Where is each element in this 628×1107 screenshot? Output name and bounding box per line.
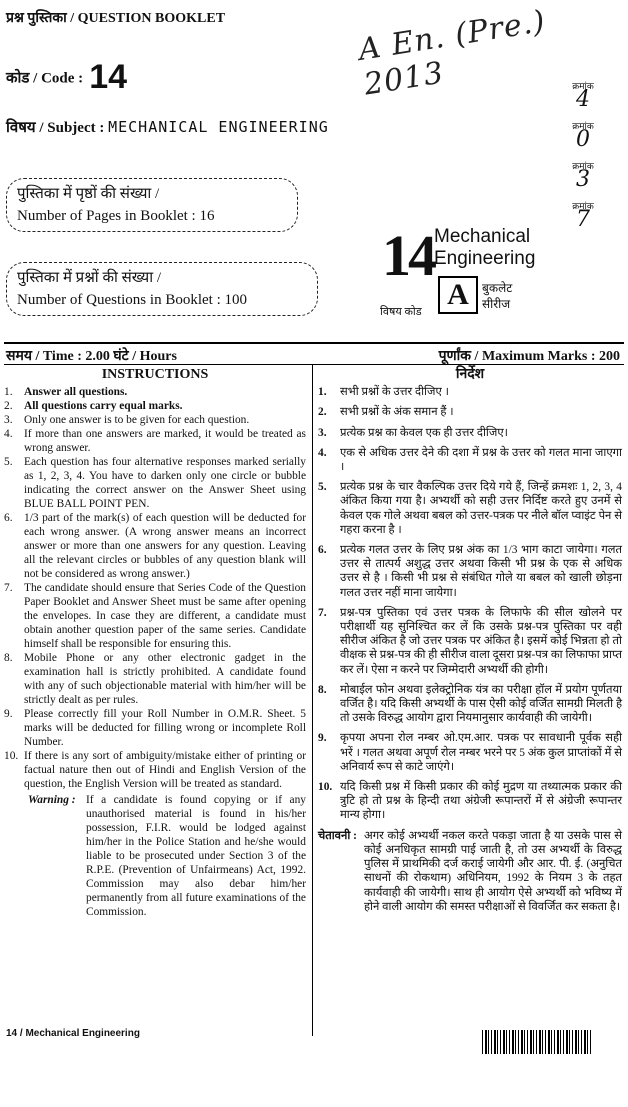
warning-text: If a candidate is found copying or if any unauthorised material is found in his/her possession, F.I.R. would be lodged against him/her in the Police Station and he/she would liable to be prosecuted under Section 3 of the R.P.E. (Prevention of Unfairmeans) Act, 1992. Commission may also debar him/her permanently from all future examinations of the Commission.: [86, 794, 306, 918]
instructions-english: [4, 368, 306, 919]
warning-label: Warning :: [28, 794, 76, 806]
instruction-item: 5. प्रत्येक प्रश्न के चार वैकल्पिक उत्तर दिये गये हैं, जिन्हें क्रमशः 1, 2, 3, 4 अंकित किया गया है। अभ्यर्थी को सही उत्तर निर्दिष्ट करते हुए उनमें से केवल एक गोले अथवा बबल को उत्तर-पत्रक पर नीले बॉल प्वाइंट पेन से गहरा करना है ।: [318, 481, 622, 536]
subject-value: MECHANICAL ENGINEERING: [108, 118, 329, 136]
instruction-text: कृपया अपना रोल नम्बर ओ.एम.आर. पत्रक पर सावधानी पूर्वक सही भरें । गलत अथवा अपूर्ण रोल नम्बर भरने पर 5 अंक कुल प्राप्तांकों में से अनिवार्य रूप से काटे जाएंगे।: [340, 732, 622, 773]
instruction-text: 1/3 part of the mark(s) of each question will be deducted for each wrong answer. (A wrong answer means an incorrect answer or more than one answers for any question. Leaving all the relevant circles or bubbles of any question blank will not be considered as wrong answer.): [24, 512, 306, 580]
subject-code-label: विषय कोड: [380, 306, 422, 318]
instruction-item: 10. यदि किसी प्रश्न में किसी प्रकार की कोई मुद्रण या तथ्यात्मक प्रकार की त्रुटि हो तो प्रश्न के हिन्दी तथा अंग्रेजी रूपान्तरों में से अंग्रेजी रूपान्तर मान्य होगा।: [318, 781, 622, 822]
divider: [4, 364, 624, 365]
side-label: क्रमांक: [572, 161, 594, 171]
instruction-item: 4. एक से अधिक उत्तर देने की दशा में प्रश्न के उत्तर को गलत माना जाएगा ।: [318, 446, 622, 474]
instruction-item: 6. प्रत्येक गलत उत्तर के लिए प्रश्न अंक का 1/3 भाग काटा जायेगा। गलत उत्तर से तात्पर्य अशुद्ध उत्तर अथवा किसी भी प्रश्न के एक से अधिक उत्तर से है । किसी भी प्रश्न से संबंधित गोले या बबल को खाली छोड़ना गलत उत्तर नहीं माना जायेगा।: [318, 544, 622, 599]
subject-tag-line2: Engineering: [434, 248, 536, 269]
instruction-text: प्रत्येक प्रश्न का केवल एक ही उत्तर दीजिए।: [340, 426, 508, 439]
side-label: क्रमांक: [572, 201, 594, 211]
code-value: 14: [89, 58, 128, 96]
instruction-text: The candidate should ensure that Series Code of the Question Paper Booklet and Answer Sheet must be same after opening the envelopes. In case they are different, a candidate must obtain another question paper of the same series. Candidate himself shall be responsible for ensuring this.: [24, 582, 306, 650]
instruction-text: Answer all questions.: [24, 386, 128, 398]
instruction-item: 3. Only one answer is to be given for each question.: [4, 413, 306, 427]
side-serial-number: [568, 80, 598, 240]
questions-label-hindi: पुस्तिका में प्रश्नों की संख्या /: [17, 270, 162, 286]
instructions-title: INSTRUCTIONS: [101, 367, 209, 382]
instruction-item: 7. प्रश्न-पत्र पुस्तिका एवं उत्तर पत्रक के लिफाफे की सील खोलने पर परीक्षार्थी यह सुनिश्चित कर लें कि उसके प्रश्न-पत्र पुस्तिका पर वही सीरीज अंकित है जो उत्तर पत्रक पर अंकित है। इसमें कोई भिन्नता हो तो वीक्षक से प्रश्न-पत्र की ही सीरीज वाला दूसरा प्रश्न-पत्र का लिफाफा प्राप्त कर लें। ऐसा न करने पर जिम्मेदारी अभ्यर्थी की होगी।: [318, 606, 622, 676]
subject-label: विषय / Subject :: [6, 120, 105, 136]
divider: [4, 342, 624, 344]
instruction-text: All questions carry equal marks.: [24, 400, 183, 412]
time-allowed: समय / Time : 2.00 घंटे / Hours: [6, 349, 177, 364]
instruction-text: प्रश्न-पत्र पुस्तिका एवं उत्तर पत्रक के लिफाफे की सील खोलने पर परीक्षार्थी यह सुनिश्चित कर लें कि उसके प्रश्न-पत्र पुस्तिका पर वही सीरीज अंकित है जो उत्तर पत्रक पर अंकित है। इसमें कोई भिन्नता हो तो वीक्षक से प्रश्न-पत्र की ही सीरीज वाला दूसरा प्रश्न-पत्र का लिफाफा प्राप्त कर लें। ऐसा न करने पर जिम्मेदारी अभ्यर्थी की होगी।: [340, 606, 622, 676]
instruction-item: 1. Answer all questions.: [4, 385, 306, 399]
booklet-title: प्रश्न पुस्तिका / QUESTION BOOKLET: [6, 11, 226, 26]
instruction-text: If more than one answers are marked, it would be treated as wrong answer.: [24, 428, 306, 454]
code-row: [6, 58, 127, 97]
series-label: [482, 280, 512, 312]
instruction-text: Mobile Phone or any other electronic gadget in the examination hall is strictly prohibited. A candidate found with any of such objectionable material with him/her will be strictly dealt as per rules.: [24, 652, 306, 706]
instruction-item: 8. Mobile Phone or any other electronic gadget in the examination hall is strictly prohibited. A candidate found with any of such objectionable material with him/her will be strictly dealt as per rules.: [4, 652, 306, 706]
instructions-hindi: [318, 368, 622, 914]
side-digit: 0: [576, 127, 590, 152]
warning-block-hindi: [318, 829, 622, 914]
side-label: क्रमांक: [572, 121, 594, 131]
side-label: क्रमांक: [572, 81, 594, 91]
series-label-1: बुकलेट: [482, 281, 513, 295]
warning-label-hindi: चेतावनी :: [318, 829, 357, 842]
questions-label-english: Number of Questions in Booklet : 100: [17, 292, 247, 308]
instruction-item: 5. Each question has four alternative responses marked serially as 1, 2, 3, 4. You have to darken only one circle or bubble indicating the correct answer on the Answer Sheet using BLUE BALL POINT PEN.: [4, 456, 306, 510]
instruction-text: एक से अधिक उत्तर देने की दशा में प्रश्न के उत्तर को गलत माना जाएगा ।: [340, 446, 622, 474]
code-label: कोड / Code :: [6, 70, 84, 87]
subject-row: [6, 117, 329, 137]
warning-text-hindi: अगर कोई अभ्यर्थी नकल करते पकड़ा जाता है या उसके पास से कोई अनधिकृत सामग्री पाई जाती है, तो उस अभ्यर्थी के विरुद्ध पुलिस में प्राथमिकी दर्ज कराई जायेगी और आर. पी. ई. (अनुचित साधनों की रोकथाम) अधिनियम, 1992 के नियम 3 के तहत कार्यवाही की जायेगी। साथ ही आयोग ऐसे अभ्यर्थी को भविष्य में होने वाली आयोग की समस्त परीक्षाओं से विवर्जित कर सकता है।: [364, 829, 622, 913]
instruction-item: 9. Please correctly fill your Roll Number in O.M.R. Sheet. 5 marks will be deducted for filling wrong or incomplete Roll Number.: [4, 708, 306, 748]
subject-tag: [434, 226, 535, 270]
side-digit: 7: [576, 207, 590, 232]
instruction-item: 4. If more than one answers are marked, it would be treated as wrong answer.: [4, 428, 306, 454]
column-divider: [312, 364, 313, 1036]
side-digit: 4: [576, 87, 590, 112]
series-badge: A: [438, 276, 478, 314]
instruction-text: Only one answer is to be given for each question.: [24, 414, 250, 426]
instruction-text: Each question has four alternative responses marked serially as 1, 2, 3, 4. You have to darken only one circle or bubble indicating the correct answer on the Answer Sheet using BLUE BALL POINT PEN.: [24, 456, 306, 510]
instruction-item: 10. If there is any sort of ambiguity/mistake either of printing or factual nature then out of Hindi and English Version of the question, the English Version will be treated as standard.: [4, 750, 306, 790]
instruction-text: सभी प्रश्नों के उत्तर दीजिए ।: [340, 386, 449, 399]
side-digit: 3: [576, 167, 590, 192]
instruction-item: 6. 1/3 part of the mark(s) of each question will be deducted for each wrong answer. (A wrong answer means an incorrect answer or more than one answers for any question. Leaving all the relevant circles or bubbles of any question blank will not be considered as wrong answer.): [4, 512, 306, 580]
instruction-text: प्रत्येक प्रश्न के चार वैकल्पिक उत्तर दिये गये हैं, जिन्हें क्रमशः 1, 2, 3, 4 अंकित किया गया है। अभ्यर्थी को सही उत्तर निर्दिष्ट करते हुए उनमें से केवल एक गोले अथवा बबल को उत्तर-पत्रक पर नीले बॉल प्वाइंट पेन से गहरा करना है ।: [340, 481, 622, 536]
instruction-text: यदि किसी प्रश्न में किसी प्रकार की कोई मुद्रण या तथ्यात्मक प्रकार की त्रुटि हो तो प्रश्न के हिन्दी तथा अंग्रेजी रूपान्तरों में से अंग्रेजी रूपान्तर मान्य होगा।: [340, 781, 622, 822]
instruction-text: मोबाईल फोन अथवा इलेक्ट्रोनिक यंत्र का परीक्षा हॉल में प्रयोग पूर्णतया वर्जित है। यदि किसी अभ्यर्थी के पास ऐसी कोई वर्जित सामग्री मिलती है तो उसके विरुद्ध आयोग द्वारा नियमानुसार कार्यवाही की जायेगी।: [340, 683, 622, 725]
instruction-item: 7. The candidate should ensure that Series Code of the Question Paper Booklet and Answer Sheet must be same after opening the envelopes. In case they are different, a candidate must obtain another question paper of the same series. Candidate himself shall be responsible for ensuring this.: [4, 582, 306, 650]
series-label-2: सीरीज: [482, 297, 511, 311]
barcode-image: [482, 1030, 592, 1054]
page-footer: 14 / Mechanical Engineering: [6, 1028, 140, 1039]
instruction-text: सभी प्रश्नों के अंक समान हैं ।: [340, 406, 454, 419]
maximum-marks: पूर्णांक / Maximum Marks : 200: [438, 349, 620, 364]
instruction-text: If there is any sort of ambiguity/mistake either of printing or factual nature then out of Hindi and English Version of the question, the English Version will be treated as standard.: [24, 750, 306, 790]
instruction-item: 9. कृपया अपना रोल नम्बर ओ.एम.आर. पत्रक पर सावधानी पूर्वक सही भरें । गलत अथवा अपूर्ण रोल नम्बर भरने पर 5 अंक कुल प्राप्तांकों में से अनिवार्य रूप से काटे जाएंगे।: [318, 732, 622, 773]
instruction-item: 8. मोबाईल फोन अथवा इलेक्ट्रोनिक यंत्र का परीक्षा हॉल में प्रयोग पूर्णतया वर्जित है। यदि किसी अभ्यर्थी के पास ऐसी कोई वर्जित सामग्री मिलती है तो उसके विरुद्ध आयोग द्वारा नियमानुसार कार्यवाही की जायेगी।: [318, 683, 622, 725]
warning-block: [4, 793, 306, 919]
subject-code-large: 14: [382, 223, 434, 288]
instruction-text: Please correctly fill your Roll Number in O.M.R. Sheet. 5 marks will be deducted for filling wrong or incomplete Roll Number.: [24, 708, 306, 748]
instruction-item: 3. प्रत्येक प्रश्न का केवल एक ही उत्तर दीजिए।: [318, 426, 622, 440]
instructions-title-hindi: निर्देश: [455, 367, 485, 382]
instruction-item: 2. All questions carry equal marks.: [4, 399, 306, 413]
pages-label-hindi: पुस्तिका में पृष्ठों की संख्या /: [17, 186, 160, 202]
pages-count-box: [6, 178, 298, 232]
subject-tag-line1: Mechanical: [434, 226, 531, 247]
pages-label-english: Number of Pages in Booklet : 16: [17, 208, 215, 224]
instruction-text: प्रत्येक गलत उत्तर के लिए प्रश्न अंक का 1/3 भाग काटा जायेगा। गलत उत्तर से तात्पर्य अशुद्ध उत्तर अथवा किसी भी प्रश्न के एक से अधिक उत्तर से है । किसी भी प्रश्न से संबंधित गोले या बबल को खाली छोड़ना गलत उत्तर नहीं माना जायेगा।: [340, 544, 622, 599]
handwritten-annotation: A En. (Pre.) 2013: [356, 3, 549, 103]
instruction-item: 2. सभी प्रश्नों के अंक समान हैं ।: [318, 405, 622, 419]
instruction-item: 1. सभी प्रश्नों के उत्तर दीजिए ।: [318, 385, 622, 399]
questions-count-box: [6, 262, 318, 316]
